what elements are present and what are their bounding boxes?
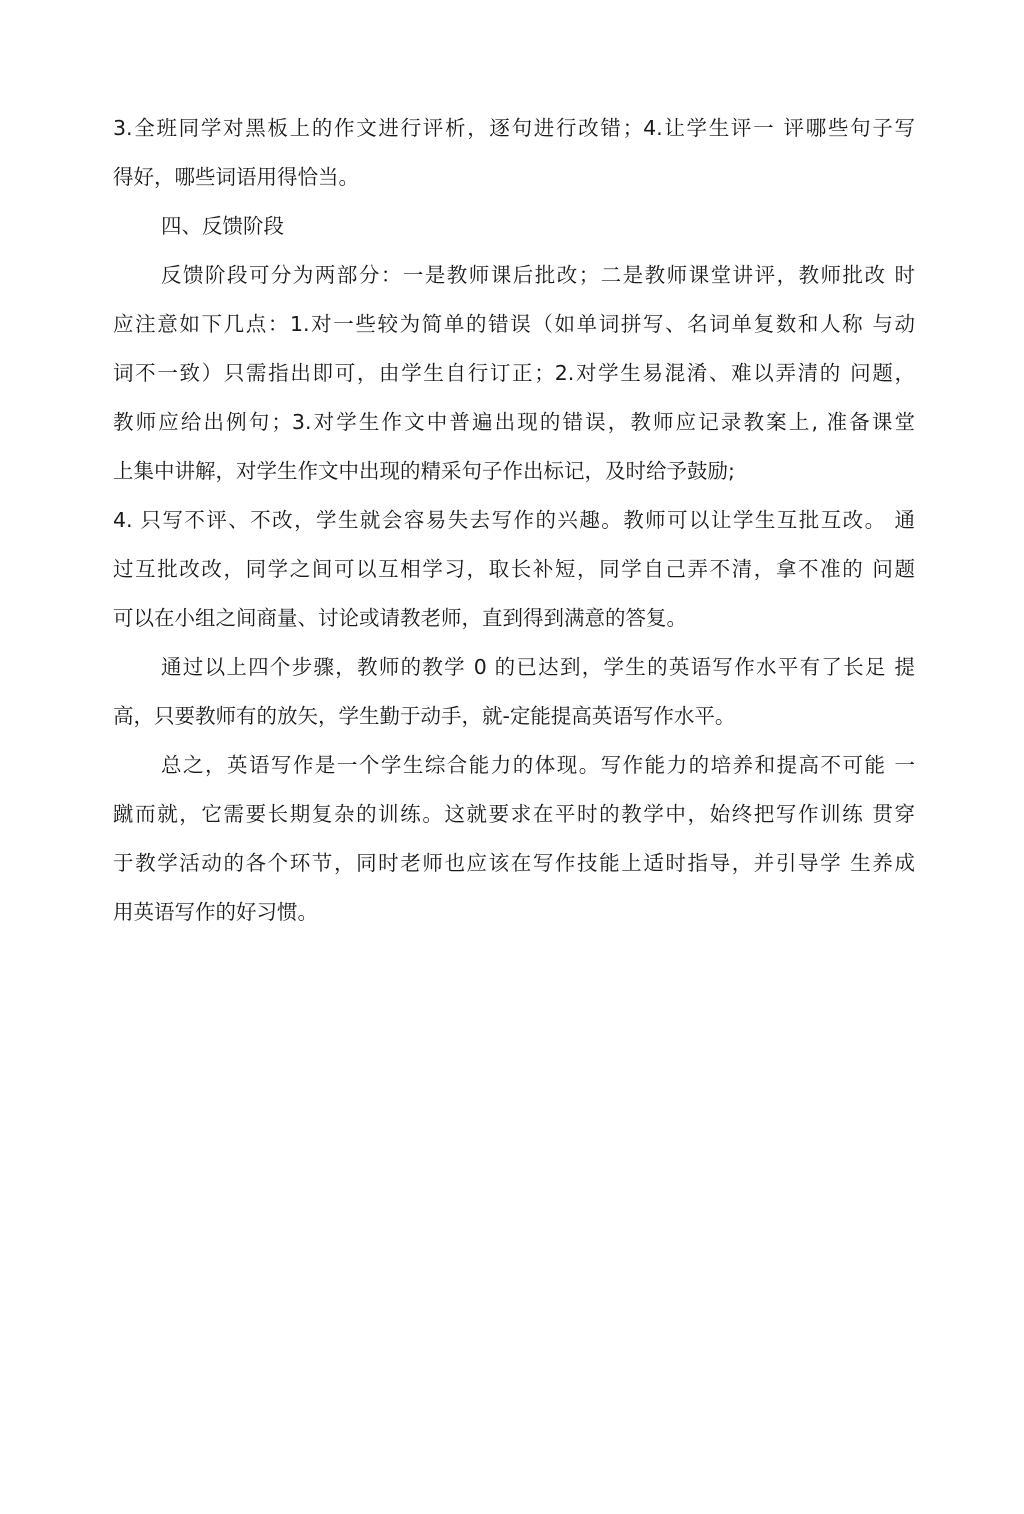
section-heading: 四、反馈阶段: [161, 214, 284, 238]
text-line: 词不一致）只需指出即可，由学生自行订正；2.对学生易混淆、难以弄清的 问题，: [113, 361, 915, 385]
text-line: 可以在小组之间商量、讨论或请教老师，直到得到满意的答复。: [113, 606, 687, 630]
text-line: 上集中讲解，对学生作文中出现的精采句子作出标记，及时给予鼓励;: [113, 459, 735, 483]
text-line: 3.全班同学对黑板上的作文进行评析，逐句进行改错；4.让学生评一 评哪些句子写: [113, 116, 915, 140]
text-line: 得好，哪些词语用得恰当。: [113, 165, 359, 189]
text-line: 用英语写作的好习惯。: [113, 900, 318, 924]
text-line: 过互批改改，同学之间可以互相学习，取长补短，同学自己弄不清，拿不准的 问题: [113, 557, 915, 581]
text-line: 蹴而就，它需要长期复杂的训练。这就要求在平时的教学中，始终把写作训练 贯穿: [113, 802, 915, 826]
text-line: 4. 只写不评、不改，学生就会容易失去写作的兴趣。教师可以让学生互批互改。 通: [113, 508, 915, 532]
text-line: 高，只要教师有的放矢，学生勤于动手，就-定能提高英语写作水平。: [113, 704, 736, 728]
text-line: 应注意如下几点：1.对一些较为简单的错误（如单词拼写、名词单复数和人称 与动: [113, 312, 915, 336]
text-line: 教师应给出例句；3.对学生作文中普遍出现的错误，教师应记录教案上, 准备课堂: [113, 410, 915, 434]
text-line: 于教学活动的各个环节，同时老师也应该在写作技能上适时指导，并引导学 生养成: [113, 851, 915, 875]
text-line: 反馈阶段可分为两部分：一是教师课后批改；二是教师课堂讲评，教师批改 时: [161, 263, 915, 287]
text-line: 总之，英语写作是一个学生综合能力的体现。写作能力的培养和提高不可能 一: [161, 753, 915, 777]
text-line: 通过以上四个步骤，教师的教学 0 的已达到，学生的英语写作水平有了长足 提: [161, 655, 915, 679]
document-page: [113, 104, 915, 937]
